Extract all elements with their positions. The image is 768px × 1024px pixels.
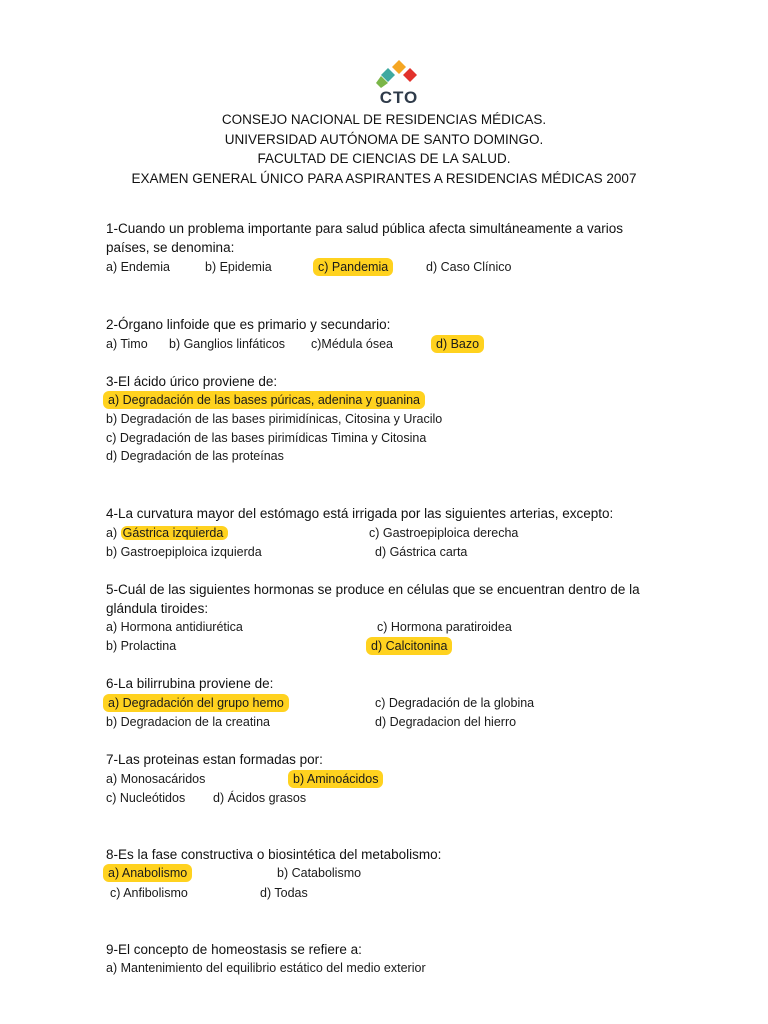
option-c[interactable]: c) Anfibolismo bbox=[110, 886, 188, 900]
option-c[interactable]: c)Médula ósea bbox=[311, 337, 393, 351]
question-7 bbox=[106, 750, 323, 769]
question-5 bbox=[106, 580, 640, 618]
option-a[interactable]: a) Monosacáridos bbox=[106, 772, 206, 786]
option-d-answer[interactable]: d) Bazo bbox=[431, 335, 484, 353]
option-a[interactable] bbox=[106, 524, 228, 542]
option-b[interactable]: b) Ganglios linfáticos bbox=[169, 337, 286, 351]
option-a-answer[interactable]: Gástrica izquierda bbox=[121, 526, 229, 540]
option-c[interactable]: c) Gastroepiploica derecha bbox=[369, 526, 519, 540]
question-text: glándula tiroides: bbox=[106, 601, 209, 616]
option-d[interactable]: d) Degradacion del hierro bbox=[375, 715, 517, 729]
question-text: 6-La bilirrubina proviene de: bbox=[106, 676, 274, 691]
option-b[interactable]: b) Catabolismo bbox=[277, 866, 362, 880]
header-line-1: CONSEJO NACIONAL DE RESIDENCIAS MÉDICAS. bbox=[221, 112, 547, 127]
logo-text: CTO bbox=[379, 88, 419, 107]
question-8 bbox=[106, 845, 441, 864]
option-a-prefix: a) bbox=[106, 526, 121, 540]
option-a-answer[interactable]: a) Anabolismo bbox=[103, 864, 192, 882]
option-c[interactable]: c) Hormona paratiroidea bbox=[377, 620, 512, 634]
option-a[interactable]: a) Endemia bbox=[106, 260, 170, 274]
exam-header bbox=[0, 110, 768, 188]
option-a-answer[interactable]: a) Degradación del grupo hemo bbox=[103, 694, 289, 712]
question-1 bbox=[106, 219, 623, 257]
option-b[interactable]: b) Degradación de las bases pirimidínicas, Citosina y Uracilo bbox=[106, 412, 443, 426]
option-d-answer[interactable]: d) Calcitonina bbox=[366, 637, 452, 655]
option-a-answer[interactable]: a) Degradación de las bases púricas, adenina y guanina bbox=[103, 391, 425, 409]
option-a[interactable]: a) Mantenimiento del equilibrio estático del medio exterior bbox=[106, 961, 426, 975]
option-c[interactable]: c) Degradación de la globina bbox=[375, 696, 535, 710]
question-text: 2-Órgano linfoide que es primario y secundario: bbox=[106, 317, 391, 332]
option-a[interactable]: a) Hormona antidiurética bbox=[106, 620, 243, 634]
option-b[interactable]: b) Degradacion de la creatina bbox=[106, 715, 270, 729]
header-line-3: FACULTAD DE CIENCIAS DE LA SALUD. bbox=[257, 151, 511, 166]
option-a[interactable]: a) Timo bbox=[106, 337, 148, 351]
option-b[interactable]: b) Gastroepiploica izquierda bbox=[106, 545, 262, 559]
cto-diamond-logo-icon bbox=[376, 58, 422, 90]
question-text: 7-Las proteinas estan formadas por: bbox=[106, 752, 323, 767]
header-line-4: EXAMEN GENERAL ÚNICO PARA ASPIRANTES A RESIDENCIAS MÉDICAS 2007 bbox=[131, 170, 637, 186]
option-d[interactable]: d) Todas bbox=[260, 886, 308, 900]
cto-logo bbox=[376, 58, 422, 108]
option-d[interactable]: d) Degradación de las proteínas bbox=[106, 449, 284, 463]
header-line-2: UNIVERSIDAD AUTÓNOMA DE SANTO DOMINGO. bbox=[224, 131, 544, 147]
question-text: 8-Es la fase constructiva o biosintética del metabolismo: bbox=[106, 847, 442, 862]
option-c-answer[interactable]: c) Pandemia bbox=[313, 258, 393, 276]
option-c[interactable]: c) Nucleótidos bbox=[106, 791, 186, 805]
question-text: 9-El concepto de homeostasis se refiere a: bbox=[106, 942, 362, 957]
option-d[interactable]: d) Gástrica carta bbox=[375, 545, 468, 559]
question-text: países, se denomina: bbox=[106, 240, 235, 255]
question-6 bbox=[106, 674, 273, 693]
question-4 bbox=[106, 504, 613, 523]
option-b[interactable]: b) Prolactina bbox=[106, 639, 177, 653]
option-d[interactable]: d) Ácidos grasos bbox=[213, 791, 307, 805]
question-9 bbox=[106, 940, 362, 959]
question-text: 1-Cuando un problema importante para salud pública afecta simultáneamente a varios bbox=[106, 221, 624, 236]
option-b[interactable]: b) Epidemia bbox=[205, 260, 272, 274]
option-c[interactable]: c) Degradación de las bases pirimídicas Timina y Citosina bbox=[106, 431, 427, 445]
question-3 bbox=[106, 372, 277, 391]
option-d[interactable]: d) Caso Clínico bbox=[426, 260, 512, 274]
question-2 bbox=[106, 315, 390, 334]
question-text: 4-La curvatura mayor del estómago está irrigada por las siguientes arterias, excepto: bbox=[106, 506, 614, 521]
option-b-answer[interactable]: b) Aminoácidos bbox=[288, 770, 383, 788]
question-text: 5-Cuál de las siguientes hormonas se produce en células que se encuentran dentro de la bbox=[106, 582, 640, 597]
question-text: 3-El ácido úrico proviene de: bbox=[106, 374, 278, 389]
